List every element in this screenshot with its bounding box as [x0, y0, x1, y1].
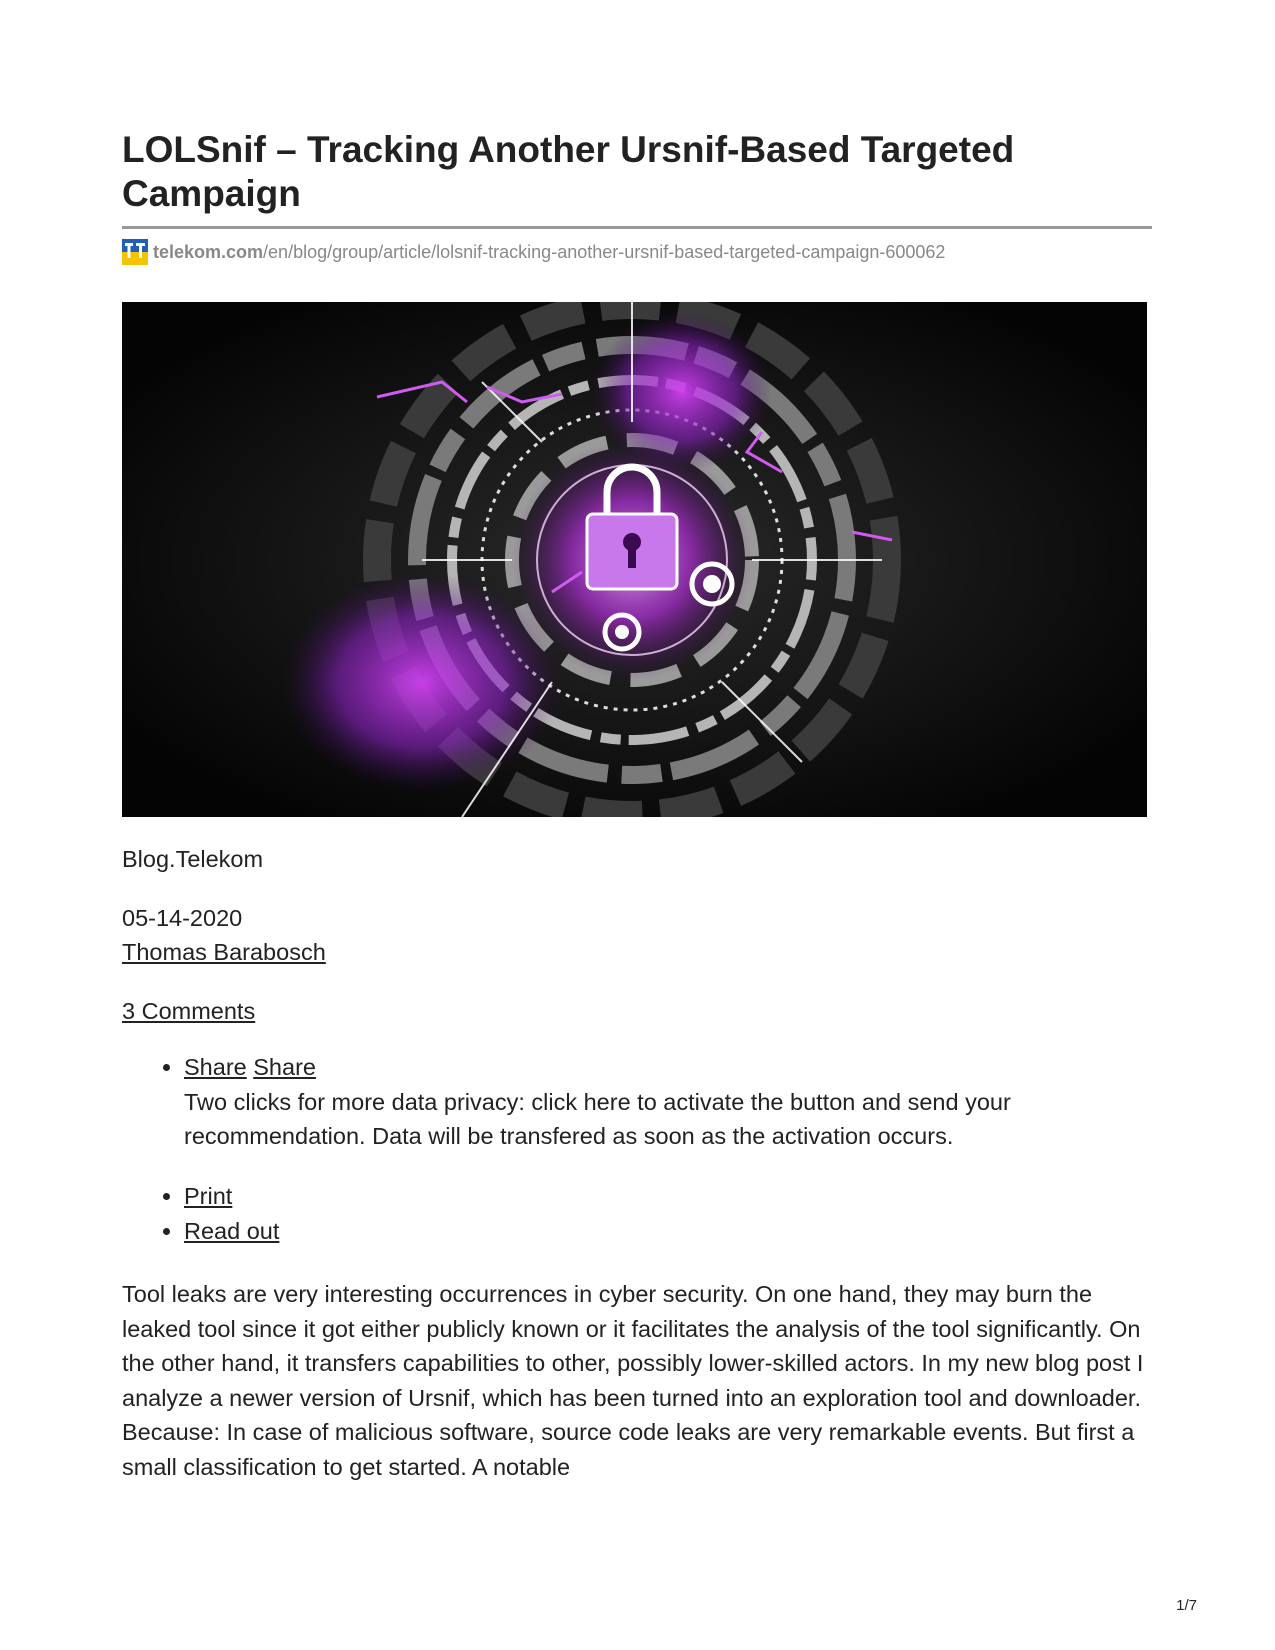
actions-list	[122, 1179, 279, 1248]
privacy-note: Two clicks for more data privacy: click here to activate the button and send your recommendation. Data will be transfered as soon as the activation occurs.	[184, 1088, 1011, 1149]
author-link[interactable]: Thomas Barabosch	[122, 939, 326, 965]
source-path: /en/blog/group/article/lolsnif-tracking-another-ursnif-based-targeted-campaign-600062	[263, 241, 946, 262]
share-button[interactable]: Share	[253, 1054, 316, 1080]
print-link[interactable]: Print	[184, 1183, 233, 1209]
publish-date: 05-14-2020	[122, 905, 243, 931]
telekom-favicon-icon	[122, 239, 148, 265]
list-item	[184, 1214, 279, 1249]
list-item	[184, 1179, 279, 1214]
read-out-link[interactable]: Read out	[184, 1217, 280, 1244]
share-link[interactable]: Share	[184, 1054, 247, 1080]
article-body: Tool leaks are very interesting occurrences in cyber security. On one hand, they may burn the leaked tool since it got either publicly known or it facilitates the analysis of the tool significantly. On the other hand, it transfers capabilities to other, possibly lower-skilled actors. In my new blog post I analyze a newer version of Ursnif, which has been turned into an exploration tool and downloader. Because: In case of malicious software, source code leaks are very remarkable events. But first a small classification to get started. A notable	[122, 1281, 1144, 1480]
title-divider	[122, 226, 1152, 229]
blog-name: Blog.Telekom	[122, 846, 264, 872]
cyber-lock-hero-image	[122, 302, 1147, 817]
page-title: LOLSnif – Tracking Another Ursnif-Based Targeted Campaign	[122, 129, 1015, 214]
comments-link[interactable]: 3 Comments	[122, 998, 256, 1024]
source-domain: telekom.com	[153, 241, 264, 262]
share-list	[122, 1050, 1152, 1154]
source-url[interactable]	[122, 238, 945, 266]
list-item	[184, 1050, 1152, 1154]
page-number: 1/7	[1176, 1597, 1197, 1614]
